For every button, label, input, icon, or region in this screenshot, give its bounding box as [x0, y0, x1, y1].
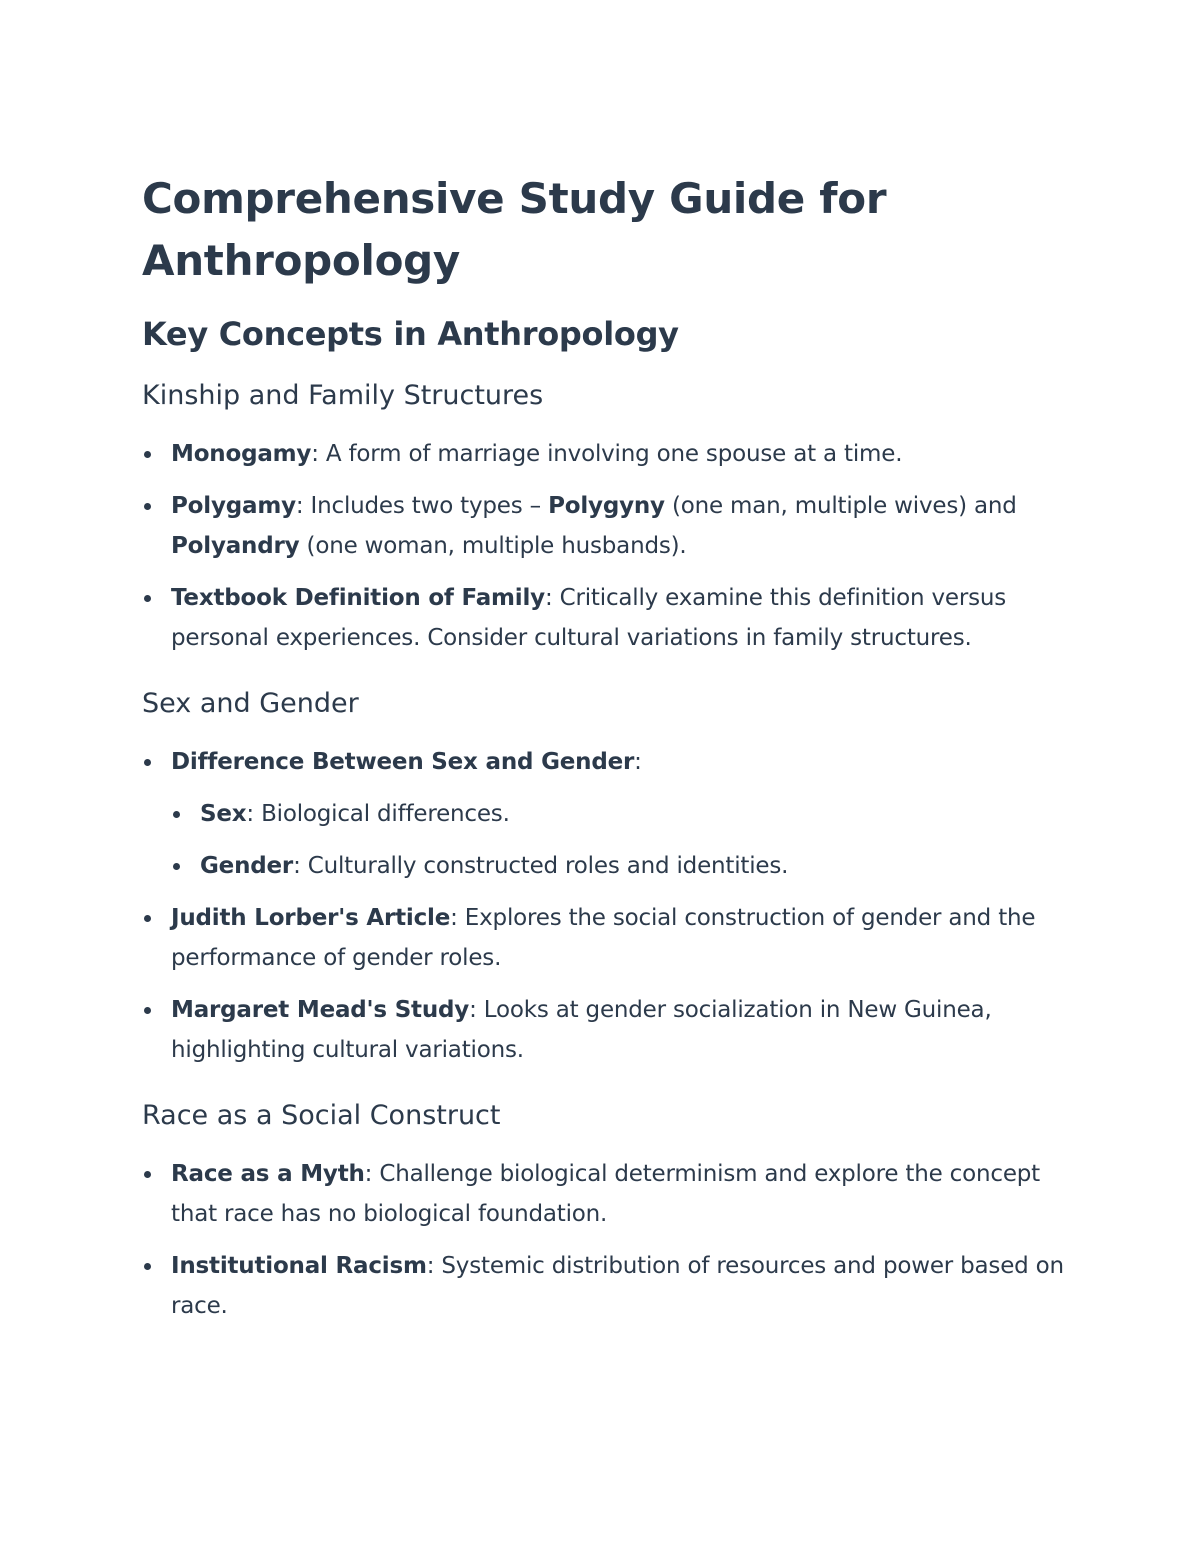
list-item-monogamy	[142, 434, 1082, 474]
definition-sex-gender-difference: :	[634, 749, 642, 775]
list-item-institutional-racism	[142, 1246, 1082, 1326]
term-sex-gender-difference: Difference Between Sex and Gender	[171, 749, 635, 775]
gender-list	[142, 742, 1082, 1070]
term-polygamy: Polygamy	[171, 493, 296, 519]
list-item-sex-gender-difference	[142, 742, 1082, 886]
definition-race-myth: : Challenge biological determinism and explore the concept that race has no biological foundation.	[171, 1161, 1040, 1227]
gender-heading: Sex and Gender	[142, 688, 359, 719]
definition-gender: : Culturally constructed roles and identities.	[293, 853, 789, 879]
list-item-mead	[142, 990, 1082, 1070]
sublist-item-sex	[171, 794, 1082, 834]
definition-polygamy-part3: (one woman, multiple husbands).	[299, 533, 687, 559]
list-item-lorber	[142, 898, 1082, 978]
sublist-item-gender	[171, 846, 1082, 886]
definition-monogamy: : A form of marriage involving one spouse at a time.	[311, 441, 903, 467]
section-heading: Key Concepts in Anthropology	[142, 315, 679, 353]
term-gender: Gender	[200, 853, 294, 879]
term-mead: Margaret Mead's Study	[171, 997, 470, 1023]
race-heading: Race as a Social Construct	[142, 1100, 501, 1131]
term-monogamy: Monogamy	[171, 441, 312, 467]
term-race-myth: Race as a Myth	[171, 1161, 365, 1187]
definition-institutional-racism: : Systemic distribution of resources and power based on race.	[171, 1253, 1064, 1319]
kinship-heading: Kinship and Family Structures	[142, 380, 544, 411]
definition-lorber: : Explores the social construction of gender and the performance of gender roles.	[171, 905, 1036, 971]
list-item-polygamy	[142, 486, 1082, 566]
term-institutional-racism: Institutional Racism	[171, 1253, 427, 1279]
definition-polygamy-part2: (one man, multiple wives) and	[664, 493, 1017, 519]
race-list	[142, 1154, 1082, 1326]
document-page	[142, 168, 1082, 1352]
term-polygyny: Polygyny	[548, 493, 665, 519]
list-item-family-definition	[142, 578, 1082, 658]
term-lorber: Judith Lorber's Article	[171, 905, 451, 931]
kinship-list	[142, 434, 1082, 658]
list-item-race-myth	[142, 1154, 1082, 1234]
definition-mead: : Looks at gender socialization in New Guinea, highlighting cultural variations.	[171, 997, 992, 1063]
term-family-definition: Textbook Definition of Family	[171, 585, 545, 611]
definition-sex: : Biological differences.	[246, 801, 510, 827]
term-polyandry: Polyandry	[171, 533, 300, 559]
definition-family: : Critically examine this definition versus personal experiences. Consider cultural variations in family structures.	[171, 585, 1007, 651]
term-sex: Sex	[200, 801, 247, 827]
definition-polygamy-part1: : Includes two types –	[295, 493, 549, 519]
document-title: Comprehensive Study Guide for Anthropology	[142, 174, 887, 285]
sex-gender-sublist	[171, 794, 1082, 886]
